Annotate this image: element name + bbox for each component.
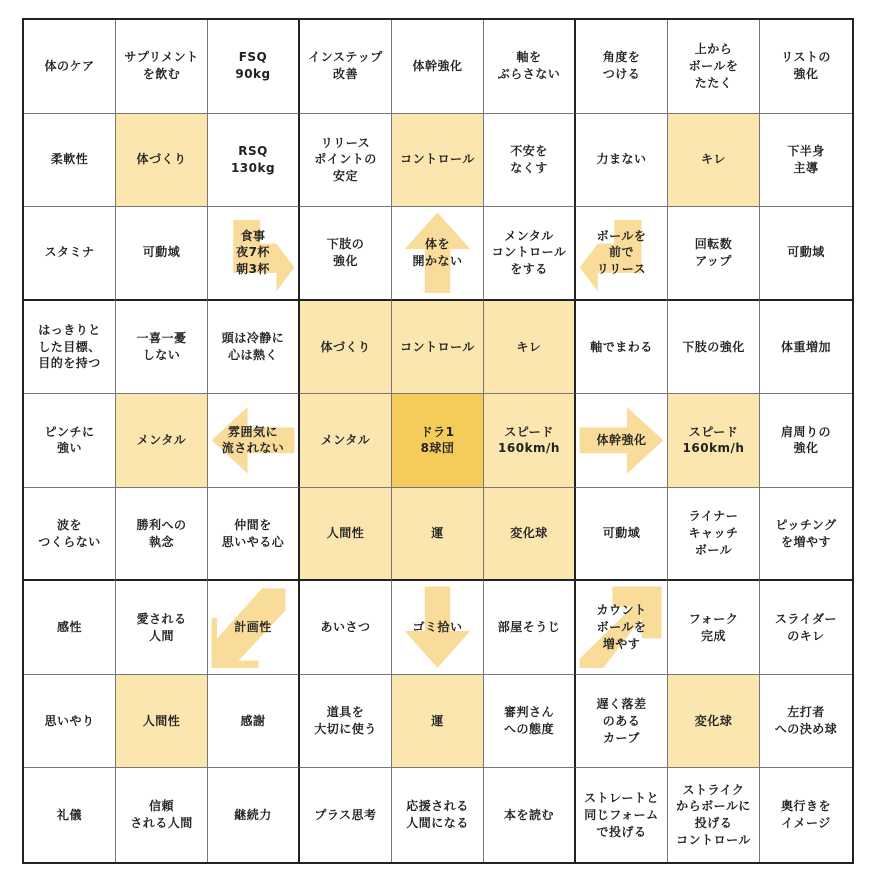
cell-text: ドラ1 8球団	[420, 424, 455, 456]
goal-cell	[484, 394, 576, 488]
goal-cell	[484, 488, 576, 582]
cell-text: 道具を 大切に使う	[314, 705, 377, 737]
goal-cell	[484, 675, 576, 769]
cell-text: 運	[431, 713, 444, 728]
cell-text: 下半身 主導	[787, 144, 825, 175]
cell-text: 奥行きを イメージ	[780, 799, 831, 831]
cell-text: 審判さん への態度	[503, 705, 554, 737]
cell-text: キレ	[701, 152, 726, 167]
cell-text: カウント ボールを 増やす	[596, 603, 647, 651]
goal-cell	[116, 20, 208, 114]
cell-text: 体重増加	[780, 339, 831, 354]
cell-text: コントロール	[400, 339, 475, 354]
goal-cell	[300, 301, 392, 395]
goal-cell	[576, 301, 668, 395]
cell-text: あいさつ	[320, 620, 371, 635]
goal-cell	[484, 301, 576, 395]
cell-text: 力まない	[596, 152, 647, 167]
goal-cell	[668, 675, 760, 769]
cell-text: 食事 夜7杯 朝3杯	[236, 228, 270, 277]
cell-text: スライダー のキレ	[774, 611, 838, 643]
cell-text: 応援される 人間になる	[406, 799, 469, 831]
cell-text: メンタル	[320, 433, 371, 448]
goal-cell	[576, 488, 668, 582]
cell-text: 体づくり	[320, 339, 371, 354]
goal-cell	[484, 581, 576, 675]
goal-cell	[576, 207, 668, 301]
cell-text: フォーク 完成	[688, 611, 739, 643]
goal-cell	[24, 768, 116, 862]
goal-cell	[760, 768, 852, 862]
goal-cell	[300, 20, 392, 114]
goal-cell	[760, 207, 852, 301]
goal-cell	[208, 488, 300, 582]
cell-text: 人間性	[326, 526, 365, 541]
goal-cell	[24, 301, 116, 395]
goal-cell	[576, 768, 668, 862]
goal-cell	[392, 768, 484, 862]
cell-text: 体幹強化	[596, 433, 647, 448]
cell-text: 変化球	[510, 526, 548, 541]
goal-cell	[760, 301, 852, 395]
goal-cell	[576, 114, 668, 208]
cell-text: 上から ボールを たたく	[688, 42, 739, 90]
cell-text: 体づくり	[136, 152, 187, 167]
cell-text: 不安を なくす	[510, 144, 548, 175]
goal-cell	[668, 394, 760, 488]
cell-text: 軸を ぶらさない	[497, 50, 561, 82]
goal-cell	[208, 207, 300, 301]
goal-cell	[392, 675, 484, 769]
cell-text: 下肢の強化	[682, 339, 745, 354]
goal-cell	[300, 114, 392, 208]
goal-cell	[24, 488, 116, 582]
goal-cell	[576, 675, 668, 769]
goal-cell	[116, 114, 208, 208]
cell-text: 人間性	[142, 713, 181, 728]
goal-cell	[760, 114, 852, 208]
goal-cell	[576, 20, 668, 114]
goal-cell	[392, 301, 484, 395]
goal-cell	[668, 20, 760, 114]
goal-cell	[668, 207, 760, 301]
cell-text: 勝利への 執念	[136, 517, 187, 549]
cell-text: ゴミ拾い	[412, 620, 463, 635]
cell-text: 運	[431, 526, 444, 541]
cell-text: ストライク からボールに 投げる コントロール	[676, 782, 751, 848]
cell-text: 可動域	[142, 245, 181, 260]
cell-text: メンタル	[136, 433, 187, 448]
goal-cell	[300, 768, 392, 862]
goal-cell	[576, 394, 668, 488]
goal-cell	[300, 394, 392, 488]
cell-text: 雰囲気に 流されない	[221, 424, 285, 456]
cell-text: 体幹強化	[412, 58, 463, 73]
goal-cell	[116, 394, 208, 488]
goal-cell	[576, 581, 668, 675]
goal-cell	[24, 675, 116, 769]
goal-cell	[760, 675, 852, 769]
cell-text: 感謝	[240, 713, 266, 728]
cell-text: 軸でまわる	[590, 339, 653, 354]
cell-text: インステップ 改善	[308, 50, 383, 82]
goal-cell	[208, 301, 300, 395]
goal-cell	[668, 301, 760, 395]
goal-cell	[208, 768, 300, 862]
cell-text: 角度を つける	[602, 50, 641, 82]
cell-text: はっきりと した目標、 目的を持つ	[38, 322, 101, 371]
cell-text: コントロール	[400, 152, 475, 167]
cell-text: 継続力	[234, 807, 272, 822]
goal-cell	[300, 581, 392, 675]
goal-cell	[392, 581, 484, 675]
goal-cell	[24, 581, 116, 675]
goal-cell	[208, 20, 300, 114]
cell-text: 頭は冷静に 心は熱く	[221, 331, 285, 362]
goal-cell	[484, 768, 576, 862]
goal-cell	[392, 20, 484, 114]
goal-cell	[116, 581, 208, 675]
goal-cell	[668, 488, 760, 582]
cell-text: スピード 160km/h	[682, 424, 745, 456]
goal-cell	[208, 394, 300, 488]
cell-text: 可動域	[602, 526, 641, 541]
cell-text: FSQ 90kg	[235, 50, 271, 82]
goal-cell	[24, 207, 116, 301]
cell-text: リリース ポイントの 安定	[314, 135, 377, 184]
cell-text: 体を 開かない	[412, 237, 463, 268]
goal-cell	[208, 114, 300, 208]
cell-text: リストの 強化	[781, 50, 831, 82]
goal-cell	[300, 675, 392, 769]
goal-cell	[668, 581, 760, 675]
cell-text: 思いやり	[44, 713, 95, 728]
cell-text: 下肢の 強化	[326, 237, 365, 268]
goal-cell	[484, 207, 576, 301]
cell-text: サプリメント を飲む	[124, 50, 199, 82]
cell-text: 礼儀	[56, 807, 82, 822]
cell-text: ボールを 前で リリース	[596, 228, 647, 277]
goal-cell	[760, 581, 852, 675]
cell-text: 体のケア	[44, 58, 95, 73]
cell-text: 計画性	[234, 620, 272, 635]
cell-text: 波を つくらない	[38, 517, 101, 549]
mandala-chart	[22, 18, 854, 864]
cell-text: 本を読む	[503, 807, 554, 822]
cell-text: ピンチに 強い	[44, 424, 95, 456]
cell-text: 仲間を 思いやる心	[221, 517, 285, 549]
cell-text: 信頼 される人間	[130, 799, 193, 831]
cell-text: RSQ 130kg	[230, 144, 276, 175]
cell-text: プラス思考	[314, 807, 377, 822]
goal-cell	[392, 488, 484, 582]
goal-cell	[24, 20, 116, 114]
cell-text: 肩周りの 強化	[780, 424, 831, 456]
cell-text: 部屋そうじ	[497, 620, 561, 635]
cell-text: 左打者 への決め球	[774, 705, 838, 737]
cell-text: 柔軟性	[50, 152, 89, 167]
goal-cell	[116, 207, 208, 301]
cell-text: 回転数 アップ	[694, 237, 733, 268]
cell-text: ライナー キャッチ ボール	[688, 509, 739, 557]
cell-text: 一喜一憂 しない	[136, 331, 187, 362]
core-goal-cell	[392, 394, 484, 488]
cell-text: 変化球	[694, 713, 733, 728]
goal-cell	[760, 488, 852, 582]
cell-text: スタミナ	[44, 245, 95, 260]
cell-text: キレ	[516, 339, 542, 354]
goal-cell	[116, 675, 208, 769]
cell-text: ピッチング を増やす	[775, 517, 837, 549]
goal-cell	[484, 114, 576, 208]
goal-cell	[208, 581, 300, 675]
goal-cell	[300, 207, 392, 301]
cell-text: スピード 160km/h	[498, 424, 560, 456]
goal-cell	[760, 394, 852, 488]
goal-cell	[668, 768, 760, 862]
goal-cell	[484, 20, 576, 114]
goal-cell	[208, 675, 300, 769]
goal-cell	[668, 114, 760, 208]
goal-cell	[760, 20, 852, 114]
goal-cell	[24, 114, 116, 208]
goal-cell	[116, 768, 208, 862]
cell-text: 感性	[56, 620, 82, 635]
cell-text: 遅く落差 のある カーブ	[596, 696, 647, 745]
cell-text: メンタル コントロール をする	[491, 228, 567, 277]
goal-cell	[392, 207, 484, 301]
goal-cell	[392, 114, 484, 208]
cell-text: ストレートと 同じフォーム で投げる	[583, 791, 659, 839]
cell-text: 愛される 人間	[136, 611, 187, 643]
goal-cell	[116, 488, 208, 582]
goal-cell	[116, 301, 208, 395]
goal-cell	[300, 488, 392, 582]
cell-text: 可動域	[787, 245, 825, 260]
goal-cell	[24, 394, 116, 488]
